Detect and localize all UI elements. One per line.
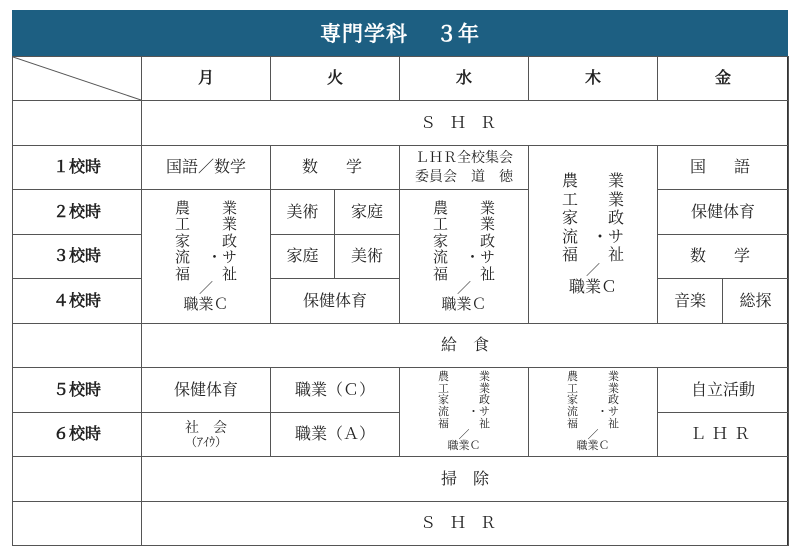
day-header-mon: 月	[142, 57, 271, 101]
mon-p5: 保健体育	[142, 368, 271, 413]
fri-p4-a: 音楽	[658, 279, 723, 324]
empty-cell	[13, 101, 142, 146]
fri-p6: ＬＨＲ	[658, 413, 789, 457]
wed-agri-block-small: 農 業 工 業 家 政 流 ・サ 福 祉 ／ 職業Ｃ	[400, 368, 529, 457]
wed-agri-block: 農 業 工 業 家 政 流 ・サ 福 祉 ／ 職業Ｃ	[400, 190, 529, 324]
shr-afternoon: ＳＨＲ	[142, 502, 789, 546]
mon-p6-line1: 社 会	[185, 419, 227, 436]
mon-shokugyo: 職業Ｃ	[183, 295, 229, 314]
wed-p1-line2: 委員会 道 徳	[415, 168, 514, 185]
tue-p4: 保健体育	[271, 279, 400, 324]
day-header-tue: 火	[271, 57, 400, 101]
empty-cell	[13, 502, 142, 546]
mon-p6	[142, 413, 271, 457]
empty-cell	[13, 457, 142, 502]
fri-p1: 国 語	[658, 146, 789, 190]
day-header-fri: 金	[658, 57, 789, 101]
cleaning: 掃 除	[142, 457, 789, 502]
period-5: ５校時	[13, 368, 142, 413]
tue-p6: 職業（Ａ）	[271, 413, 400, 457]
thu-shokugyo-small: 職業Ｃ	[576, 439, 610, 453]
period-1: １校時	[13, 146, 142, 190]
corner-cell	[13, 57, 142, 101]
title-course: 専門学科	[320, 22, 408, 46]
mon-p1: 国語／数学	[142, 146, 271, 190]
tue-p2-b: 家庭	[335, 190, 400, 235]
timetable	[12, 56, 789, 546]
tue-p5: 職業（Ｃ）	[271, 368, 400, 413]
period-4: ４校時	[13, 279, 142, 324]
tue-p2-a: 美術	[271, 190, 335, 235]
fri-p2: 保健体育	[658, 190, 789, 235]
empty-cell	[13, 324, 142, 368]
lunch: 給 食	[142, 324, 789, 368]
period-6: ６校時	[13, 413, 142, 457]
mon-agri-block: 農 業 工 業 家 政 流 ・サ 福 祉 ／ 職業Ｃ	[142, 190, 271, 324]
fri-p5: 自立活動	[658, 368, 789, 413]
fri-p4-b: 総探	[723, 279, 789, 324]
page-title	[12, 10, 788, 56]
tue-p3-b: 美術	[335, 235, 400, 279]
mon-p6-line2: （ｱｲｳ）	[184, 434, 227, 449]
wed-p1	[400, 146, 529, 190]
thu-shokugyo: 職業Ｃ	[569, 277, 618, 297]
fri-p3: 数 学	[658, 235, 789, 279]
period-3: ３校時	[13, 235, 142, 279]
day-header-wed: 水	[400, 57, 529, 101]
title-grade: ３年	[436, 22, 480, 46]
thu-agri-block: 農 業 工 業 家 政 流 ・サ 福 祉 ／ 職業Ｃ	[529, 146, 658, 324]
tue-p3-a: 家庭	[271, 235, 335, 279]
tue-p1: 数 学	[271, 146, 400, 190]
period-2: ２校時	[13, 190, 142, 235]
thu-agri-block-small: 農 業 工 業 家 政 流 ・サ 福 祉 ／ 職業Ｃ	[529, 368, 658, 457]
wed-shokugyo: 職業Ｃ	[441, 295, 487, 314]
wed-p1-line1: ＬＨＲ全校集会	[415, 150, 514, 167]
shr-morning: ＳＨＲ	[142, 101, 789, 146]
day-header-thu: 木	[529, 57, 658, 101]
wed-shokugyo-small: 職業Ｃ	[447, 439, 481, 453]
